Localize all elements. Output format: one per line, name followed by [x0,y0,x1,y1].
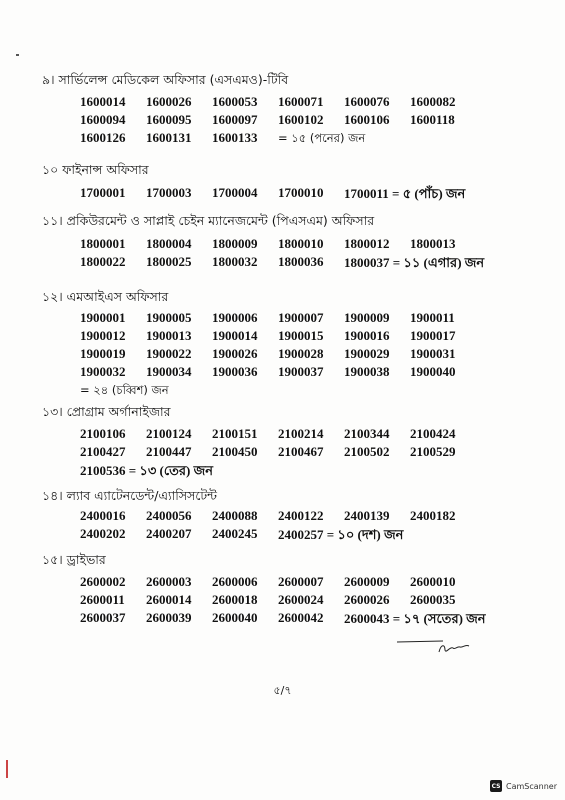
roll-number: 2100344 [344,426,390,441]
roll-number: 2600014 [146,592,192,607]
roll-number: 1600102 [278,112,324,127]
roll-number: 1600082 [410,94,456,109]
roll-number: 2600007 [278,574,324,589]
roll-number: 1900001 [80,310,126,325]
page-number: ৫/৭ [273,684,292,697]
roll-number: 2400202 [80,526,126,541]
roll-number: 2600003 [146,574,192,589]
roll-number: 1900026 [212,346,258,361]
roll-number: 1600076 [344,94,390,109]
roll-number: 2600010 [410,574,456,589]
roll-number: 2400056 [146,508,192,523]
roll-number: 2100124 [146,426,192,441]
roll-number: 1900029 [344,346,390,361]
roll-number: 1900017 [410,328,456,343]
roll-number: 1800009 [212,236,258,251]
roll-number: 2100151 [212,426,258,441]
roll-number: 1600071 [278,94,324,109]
roll-number: 2600037 [80,610,126,625]
section-heading: ১১। প্রকিউরমেন্ট ও সাপ্লাই চেইন ম্যানেজমেন্ট (পিএসএম) অফিসার [42,213,375,228]
roll-number: 2600026 [344,592,390,607]
roll-number: 1900040 [410,364,456,379]
roll-number: 1900022 [146,346,192,361]
roll-number: 1800032 [212,254,258,269]
roll-number: 2100529 [410,444,456,459]
roll-number: 1800001 [80,236,126,251]
roll-number: 1900016 [344,328,390,343]
roll-number: 1700010 [278,185,324,200]
roll-number: 1900012 [80,328,126,343]
roll-number: 2600009 [344,574,390,589]
scanner-label: CamScanner [505,781,557,791]
roll-number-with-total: 1700011 = ৫ (পাঁচ) জন [344,186,466,201]
section-total: = ২৪ (চব্বিশ) জন [80,383,169,397]
roll-number: 2100427 [80,444,126,459]
roll-number: 1900031 [410,346,456,361]
roll-number: 1600106 [344,112,390,127]
roll-number: 2100447 [146,444,192,459]
scan-mark [6,760,8,778]
roll-number: 2600006 [212,574,258,589]
camscanner-logo-icon: CS [490,780,502,792]
roll-number-with-total: 2400257 = ১০ (দশ) জন [278,527,404,542]
roll-number: 1600118 [410,112,455,127]
roll-number: 1600014 [80,94,126,109]
roll-number: 1900038 [344,364,390,379]
roll-number: 1800004 [146,236,192,251]
roll-number-with-total: 2600043 = ১৭ (সতের) জন [344,611,486,626]
roll-number: 1600126 [80,130,126,145]
roll-number: 2100424 [410,426,456,441]
roll-number: 2100106 [80,426,126,441]
roll-number: 1900015 [278,328,324,343]
roll-number: 2100214 [278,426,324,441]
roll-number: 1800013 [410,236,456,251]
roll-number: 1900005 [146,310,192,325]
roll-number: 2600040 [212,610,258,625]
roll-number: 1600133 [212,130,258,145]
roll-number: 1600095 [146,112,192,127]
roll-number: 2400207 [146,526,192,541]
roll-number: 2400245 [212,526,258,541]
roll-number: 2400016 [80,508,126,523]
roll-number: 1700003 [146,185,192,200]
roll-number: 2400182 [410,508,456,523]
section-total: = ১৫ (পনের) জন [278,131,366,145]
roll-number: 2100450 [212,444,258,459]
roll-number: 1900006 [212,310,258,325]
section-heading: ১০ ফাইনান্স অফিসার [42,162,149,177]
roll-number: 1900013 [146,328,192,343]
roll-number: 1700001 [80,185,126,200]
roll-number: 1900036 [212,364,258,379]
roll-number: 2600018 [212,592,258,607]
section-heading: ১৪। ল্যাব এ্যাটেনডেন্ট/এ্যাসিসটেন্ট [42,488,217,503]
section-heading: ১৫। ড্রাইভার [42,552,106,567]
roll-number: 2600002 [80,574,126,589]
roll-number: 1900034 [146,364,192,379]
section-heading: ৯। সার্ভিলেন্স মেডিকেল অফিসার (এসএমও)-টিবি [42,72,289,87]
roll-number: 1800036 [278,254,324,269]
roll-number: 1800012 [344,236,390,251]
roll-number: 2600039 [146,610,192,625]
roll-number: 2600042 [278,610,324,625]
roll-number: 1600094 [80,112,126,127]
roll-number: 2400088 [212,508,258,523]
roll-number: 1900019 [80,346,126,361]
roll-number: 2600035 [410,592,456,607]
roll-number: 1600053 [212,94,258,109]
section-heading: ১৩। প্রোগ্রাম অর্গানাইজার [42,404,171,419]
roll-number-with-total: 1800037 = ১১ (এগার) জন [344,255,485,270]
roll-number: 1900028 [278,346,324,361]
roll-number: 1800010 [278,236,324,251]
roll-number: 1800025 [146,254,192,269]
roll-number: 2400139 [344,508,390,523]
roll-number-with-total: 2100536 = ১৩ (তের) জন [80,463,214,478]
signature [395,632,475,656]
scan-mark [16,54,19,56]
roll-number: 1900037 [278,364,324,379]
section-heading: ১২। এমআইএস অফিসার [42,289,169,304]
roll-number: 1900007 [278,310,324,325]
roll-number: 1600131 [146,130,192,145]
roll-number: 2400122 [278,508,324,523]
roll-number: 1600097 [212,112,258,127]
roll-number: 1600026 [146,94,192,109]
roll-number: 1900011 [410,310,455,325]
roll-number: 2600024 [278,592,324,607]
roll-number: 2100467 [278,444,324,459]
roll-number: 2600011 [80,592,125,607]
roll-number: 1900014 [212,328,258,343]
roll-number: 1900032 [80,364,126,379]
roll-number: 1700004 [212,185,258,200]
scanner-watermark [490,780,557,792]
roll-number: 1800022 [80,254,126,269]
roll-number: 1900009 [344,310,390,325]
roll-number: 2100502 [344,444,390,459]
